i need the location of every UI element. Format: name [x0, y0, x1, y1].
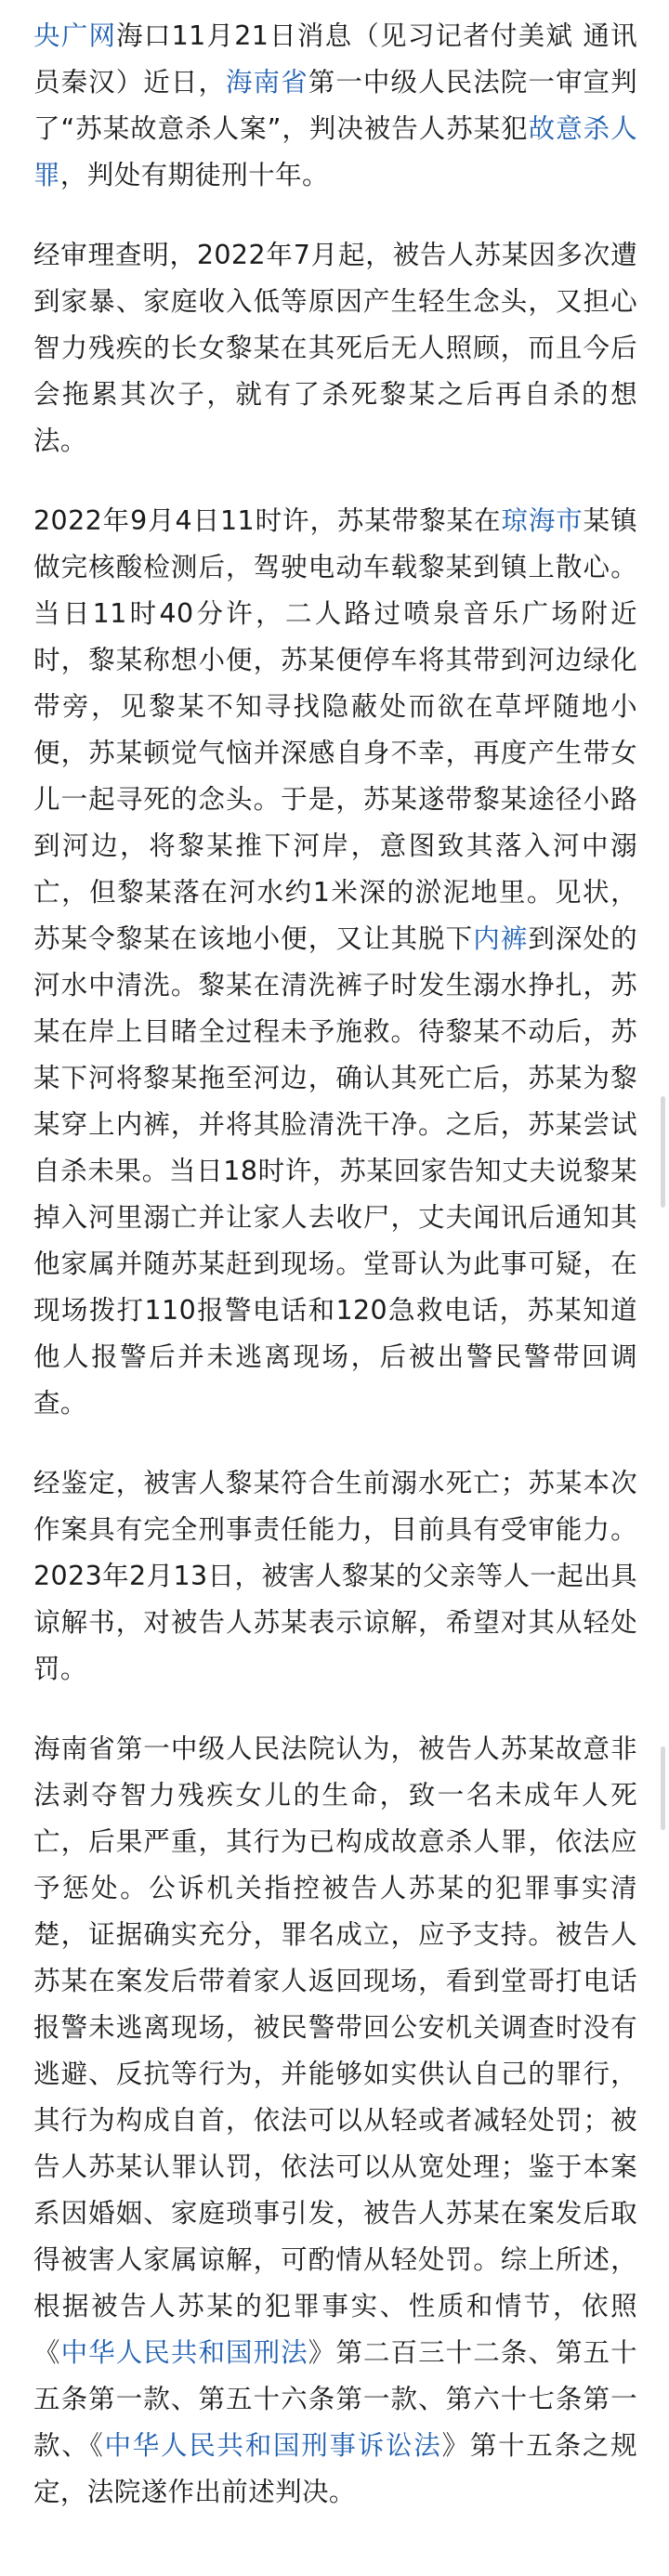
text-segment: 》第十五条之规定，法院遂作出前述判决。 [33, 2430, 637, 2507]
link-underwear[interactable]: 内裤 [473, 923, 529, 954]
link-intentional-homicide[interactable]: 故意杀人罪 [33, 113, 637, 190]
article-body [33, 13, 637, 2516]
link-criminal-procedure-law[interactable]: 中华人民共和国刑事诉讼法 [104, 2430, 442, 2461]
link-criminal-law[interactable]: 中华人民共和国刑法 [60, 2337, 308, 2368]
text-segment: 经鉴定，被害人黎某符合生前溺水死亡；苏某本次作案具有完全刑事责任能力，目前具有受审能力。2023年2月13日，被害人黎某的父亲等人一起出具谅解书，对被告人苏某表示谅解，希望对其从轻处罚。 [33, 1468, 637, 1684]
text-segment: 2022年9月4日11时许，苏某带黎某在 [33, 505, 502, 536]
link-qionghai-city[interactable]: 琼海市 [501, 505, 584, 536]
text-segment: 经审理查明，2022年7月起，被告人苏某因多次遭到家暴、家庭收入低等原因产生轻生念头，又担心智力残疾的长女黎某在其死后无人照顾，而且今后会拖累其次子，就有了杀死黎某之后再自杀的想法。 [33, 240, 637, 456]
text-segment: 到深处的河水中清洗。黎某在清洗裤子时发生溺水挣扎，苏某在岸上目睹全过程未予施救。待黎某不动后，苏某下河将黎某拖至河边，确认其死亡后，苏某为黎某穿上内裤，并将其脸清洗干净。之后，苏某尝试自杀未果。当日18时许，苏某回家告知丈夫说黎某掉入河里溺亡并让家人去收尸，丈夫闻讯后通知其他家属并随苏某赶到现场。堂哥认为此事可疑，在现场拨打110报警电话和120急救电话，苏某知道他人报警后并未逃离现场，后被出警民警带回调查。 [33, 923, 637, 1419]
paragraph-4 [33, 1460, 637, 1693]
paragraph-5 [33, 1726, 637, 2516]
paragraph-1 [33, 13, 637, 199]
scroll-indicator[interactable] [661, 1096, 665, 1208]
text-segment: 》第二百三十二条、第五十五条第一款、第五十六条第一款、第六十七条第一款、《 [33, 2337, 637, 2461]
paragraph-3 [33, 498, 637, 1427]
text-segment: 某镇做完核酸检测后，驾驶电动车载黎某到镇上散心。当日11时40分许，二人路过喷泉音乐广场附近时，黎某称想小便，苏某便停车将其带到河边绿化带旁，见黎某不知寻找隐蔽处而欲在草坪随地小便，苏某顿觉气恼并深感自身不幸，再度产生带女儿一起寻死的念头。于是，苏某遂带黎某途径小路到河边，将黎某推下河岸，意图致其落入河中溺亡，但黎某落在河水约1米深的淤泥地里。见状，苏某令黎某在该地小便，又让其脱下 [33, 505, 637, 954]
link-cnr[interactable]: 央广网 [33, 20, 117, 51]
scroll-indicator-secondary [661, 1746, 665, 1830]
text-segment: 海南省第一中级人民法院认为，被告人苏某故意非法剥夺智力残疾女儿的生命，致一名未成年人死亡，后果严重，其行为已构成故意杀人罪，依法应予惩处。公诉机关指控被告人苏某的犯罪事实清楚，证据确实充分，罪名成立，应予支持。被告人苏某在案发后带着家人返回现场，看到堂哥打电话报警未逃离现场，被民警带回公安机关调查时没有逃避、反抗等行为，并能够如实供认自己的罪行，其行为构成自首，依法可以从轻或者减轻处罚；被告人苏某认罪认罚，依法可以从宽处理；鉴于本案系因婚姻、家庭琐事引发，被告人苏某在案发后取得被害人家属谅解，可酌情从轻处罚。综上所述，根据被告人苏某的犯罪事实、性质和情节，依照《 [33, 1733, 637, 2368]
link-hainan-province[interactable]: 海南省 [226, 67, 308, 98]
text-segment: 第一中级人民法院一审宣判了“苏某故意杀人案”，判决被告人苏某犯 [33, 67, 637, 144]
text-segment: ，判处有期徒刑十年。 [59, 160, 329, 190]
paragraph-2 [33, 232, 637, 464]
text-segment: 海口11月21日消息（见习记者付美斌 通讯员秦汉）近日， [33, 20, 637, 98]
